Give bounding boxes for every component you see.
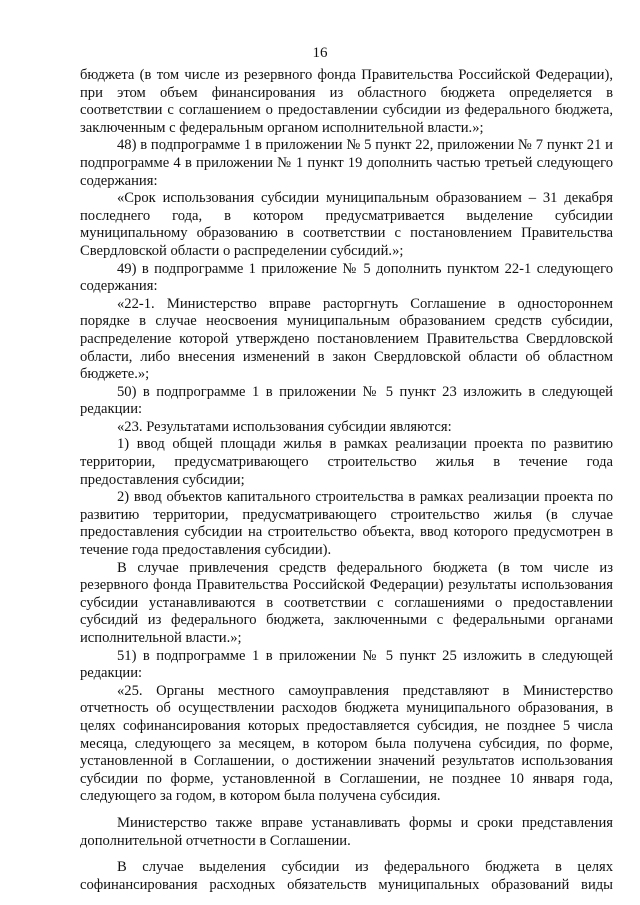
document-body (80, 67, 613, 894)
paragraph-federal-funds: В случае привлечения средств федерального бюджета (в том числе из резервного фонда Правительства Российской Федерации) результаты использования субсидии устанавливаются в соответствии с соглашениями о предоставлении субсидий из федерального бюджета, заключенными с федеральными органами исполнительной власти.»; (80, 559, 613, 646)
paragraph-item-50: 50) в подпрограмме 1 в приложении № 5 пункт 23 изложить в следующей редакции: (80, 383, 613, 418)
paragraph-quote-term: «Срок использования субсидии муниципальным образованием – 31 декабря последнего года, в котором предусматривается выделение субсидии муниципальному образованию в соответствии с постановлением Правительства Свердловской области о распределении субсидий.»; (80, 190, 613, 259)
paragraph-quote-25: «25. Органы местного самоуправления представляют в Министерство отчетность об осуществлении расходов бюджета муниципального образования, в целях софинансирования которых предоставляется субсидия, не позднее 5 числа месяца, следующего за месяцем, в котором была получена субсидия, по форме, установленной в Соглашении, о достижении значений результатов использования субсидии по форме, установленной в Соглашении, не позднее 10 января года, следующего за годом, в котором была получена субсидия. (80, 682, 613, 805)
paragraph-item-48: 48) в подпрограмме 1 в приложении № 5 пункт 22, приложении № 7 пункт 21 и подпрограмме 4 в приложении № 1 пункт 19 дополнить частью третьей следующего содержания: (80, 137, 613, 189)
paragraph-quote-22-1: «22-1. Министерство вправе расторгнуть Соглашение в одностороннем порядке в случае неосвоения муниципальным образованием средств субсидии, распределение которой утверждено постановлением Правительства Свердловской области, либо внесения изменений в закон Свердловской области об областном бюджете.»; (80, 295, 613, 383)
paragraph-quote-23: «23. Результатами использования субсидии являются: (117, 418, 452, 435)
paragraph-item-51: 51) в подпрограмме 1 в приложении № 5 пункт 25 изложить в следующей редакции: (80, 647, 613, 682)
page-number: 16 (312, 45, 328, 61)
paragraph-federal-subsidy: В случае выделения субсидии из федерального бюджета в целях софинансирования расходных обязательств муниципальных образований виды (80, 859, 613, 893)
paragraph-item-49: 49) в подпрограмме 1 приложение № 5 дополнить пунктом 22-1 следующего содержания: (80, 260, 613, 295)
paragraph-continuation: бюджета (в том числе из резервного фонда Правительства Российской Федерации), при этом объем финансирования из областного бюджета определяется в соответствии с соглашением о предоставлении субсидии из федерального бюджета, заключенным с федеральным органом исполнительной власти.»; (80, 67, 613, 136)
paragraph-result-2: 2) ввод объектов капитального строительства в рамках реализации проекта по развитию территории, предусматривающего строительство жилья (в случае предоставления субсидии на строительство объекта, ввод которого предусмотрен в течение года предоставления субсидии). (80, 489, 613, 559)
paragraph-additional-reporting: Министерство также вправе устанавливать формы и сроки представления дополнительной отчетности в Соглашении. (80, 814, 613, 849)
paragraph-result-1: 1) ввод общей площади жилья в рамках реализации проекта по развитию территории, предусматривающего строительство жилья в течение года предоставления субсидии; (80, 436, 613, 488)
